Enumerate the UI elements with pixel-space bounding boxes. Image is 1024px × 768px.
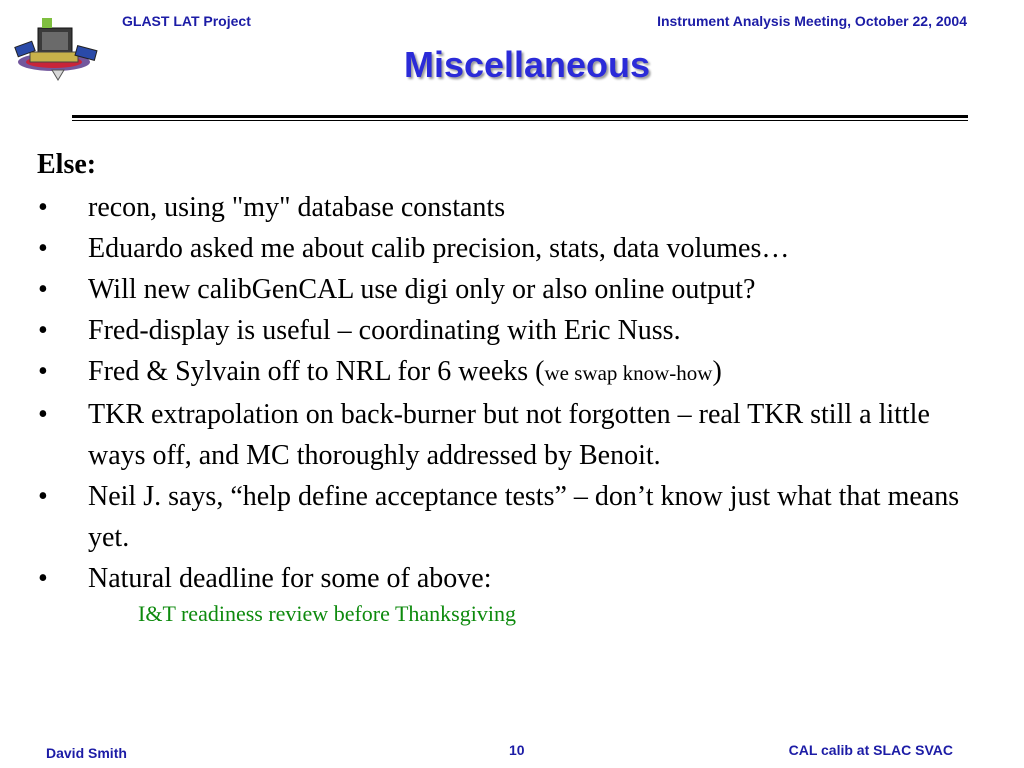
bullet-item xyxy=(37,394,977,476)
bullet-marker: • xyxy=(38,233,48,264)
bullet-marker: • xyxy=(38,399,48,430)
bullet-marker: • xyxy=(38,274,48,305)
footer-author: David Smith xyxy=(46,745,127,761)
slide-body xyxy=(37,146,977,629)
slide-title: Miscellaneous xyxy=(403,44,651,85)
bullet-text: Eduardo asked me about calib precision, stats, data volumes… xyxy=(88,233,790,264)
bullet-marker: • xyxy=(38,481,48,512)
title-rule-thick xyxy=(72,115,968,118)
bullet-text: Will new calibGenCAL use digi only or also online output? xyxy=(88,274,756,305)
bullet-list xyxy=(37,187,977,599)
header-meeting: Instrument Analysis Meeting, October 22, 2004 xyxy=(657,13,967,29)
bullet-marker: • xyxy=(38,315,48,346)
bullet-text: Natural deadline for some of above: xyxy=(88,563,492,594)
bullet-item xyxy=(37,351,977,394)
bullet-marker: • xyxy=(38,356,48,387)
bullet-text: Fred-display is useful – coordinating with Eric Nuss. xyxy=(88,315,681,346)
bullet-text: TKR extrapolation on back-burner but not forgotten – real TKR still a little ways off, and MC thoroughly addressed by Benoit. xyxy=(88,399,930,471)
bullet-item xyxy=(37,310,977,351)
bullet-marker: • xyxy=(38,192,48,223)
header-project: GLAST LAT Project xyxy=(122,13,251,29)
bullet-text: Fred & Sylvain off to NRL for 6 weeks ( xyxy=(88,356,545,387)
title-rule-thin xyxy=(72,120,968,121)
bullet-close-paren: ) xyxy=(712,356,722,387)
bullet-item xyxy=(37,476,977,558)
bullet-text: Neil J. says, “help define acceptance tests” – don’t know just what that means yet. xyxy=(88,481,960,553)
bullet-aside: we swap know-how xyxy=(544,361,713,385)
bullet-marker: • xyxy=(38,563,48,594)
bullet-text: recon, using "my" database constants xyxy=(88,192,506,223)
footer-page-number: 10 xyxy=(509,742,525,758)
bullet-item xyxy=(37,228,977,269)
footer-topic: CAL calib at SLAC SVAC xyxy=(788,742,953,758)
section-heading: Else: xyxy=(37,149,97,180)
bullet-item xyxy=(37,187,977,228)
bullet-item xyxy=(37,269,977,310)
bullet-item xyxy=(37,558,977,599)
sub-bullet-text: I&T readiness review before Thanksgiving xyxy=(138,601,516,626)
